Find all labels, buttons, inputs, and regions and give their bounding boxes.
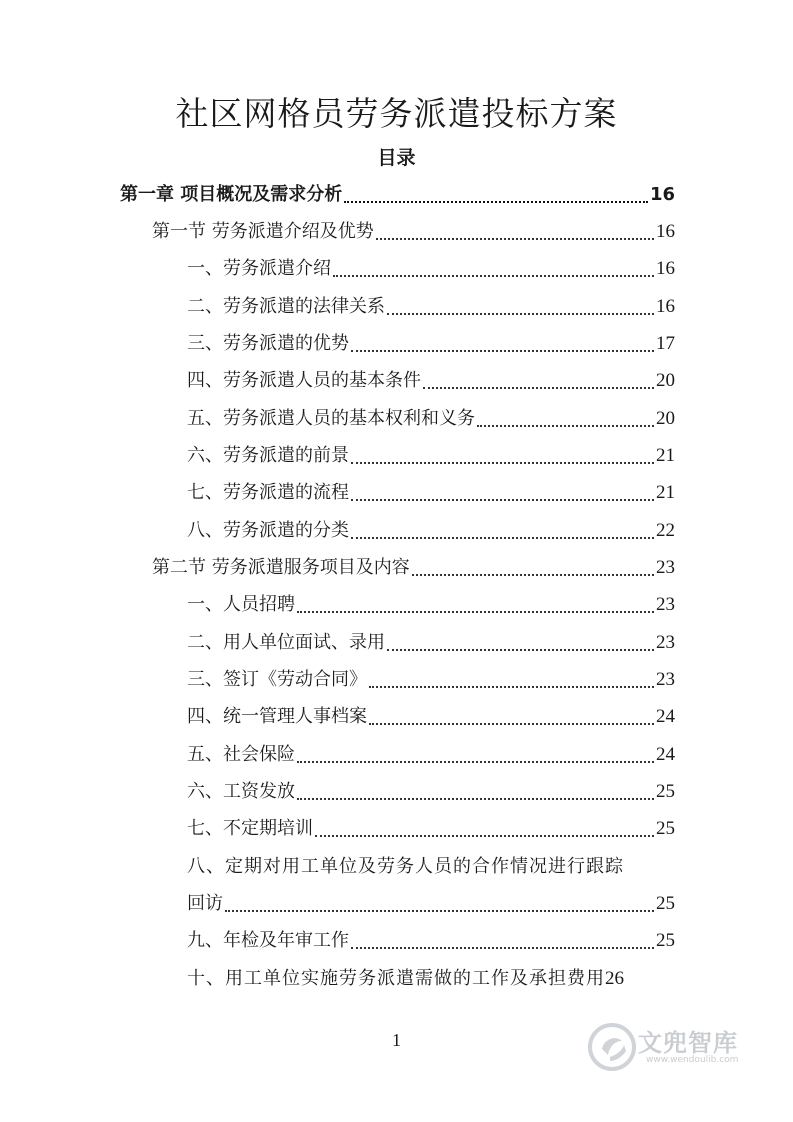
toc-entry-page: 23 bbox=[656, 594, 675, 615]
toc-entry-text: 八、劳务派遣的分类 bbox=[187, 520, 349, 541]
toc-leader-dots bbox=[351, 947, 654, 949]
toc-entry-continuation[interactable] bbox=[187, 885, 675, 922]
toc-entry[interactable] bbox=[187, 325, 675, 362]
toc-entry-page: 25 bbox=[656, 781, 675, 802]
toc-entry-page: 21 bbox=[656, 482, 675, 503]
toc-entry-text: 四、劳务派遣人员的基本条件 bbox=[187, 370, 421, 391]
toc-leader-dots bbox=[423, 387, 654, 389]
toc-entry-text: 五、社会保险 bbox=[187, 744, 295, 765]
toc-entry-page: 22 bbox=[656, 520, 675, 541]
toc-entry-page: 17 bbox=[656, 333, 675, 354]
toc-leader-dots bbox=[387, 313, 654, 315]
document-title: 社区网格员劳务派遣投标方案 bbox=[175, 94, 618, 133]
toc-entry-page: 23 bbox=[656, 557, 675, 578]
toc-entry[interactable] bbox=[187, 736, 675, 773]
watermark-logo-icon bbox=[586, 1021, 638, 1073]
toc-entry-page: 24 bbox=[656, 706, 675, 727]
toc-entry-page: 20 bbox=[656, 370, 675, 391]
toc-leader-dots bbox=[387, 649, 654, 651]
watermark-name: 文兜智库 bbox=[638, 1029, 738, 1057]
toc-leader-dots bbox=[376, 238, 654, 240]
toc-entry[interactable] bbox=[187, 810, 675, 847]
toc-entry[interactable] bbox=[187, 474, 675, 511]
toc-entry-text: 七、不定期培训 bbox=[187, 818, 313, 839]
toc-entry-page: 16 bbox=[649, 184, 675, 205]
toc-entry-page: 26 bbox=[605, 968, 624, 989]
toc-leader-dots bbox=[333, 275, 654, 277]
page-number: 1 bbox=[392, 1030, 401, 1050]
toc-entry-page: 25 bbox=[656, 893, 675, 914]
toc-entry[interactable] bbox=[187, 512, 675, 549]
toc-leader-dots bbox=[344, 201, 648, 203]
toc-leader-dots bbox=[297, 611, 654, 613]
toc-leader-dots bbox=[351, 537, 654, 539]
toc-leader-dots bbox=[225, 910, 654, 912]
toc-entry-text: 第一节 劳务派遣介绍及优势 bbox=[152, 221, 374, 242]
toc-entry[interactable] bbox=[187, 586, 675, 623]
toc-leader-dots bbox=[297, 798, 654, 800]
toc-entry-text: 四、统一管理人事档案 bbox=[187, 706, 367, 727]
toc-leader-dots bbox=[369, 723, 654, 725]
toc-entry-text: 二、劳务派遣的法律关系 bbox=[187, 296, 385, 317]
toc-entry[interactable] bbox=[187, 288, 675, 325]
toc-entry-text: 五、劳务派遣人员的基本权利和义务 bbox=[187, 408, 475, 429]
watermark bbox=[586, 1015, 756, 1077]
toc-entry[interactable] bbox=[187, 362, 675, 399]
toc-entry[interactable] bbox=[187, 661, 675, 698]
toc-entry-section-2[interactable] bbox=[152, 549, 675, 586]
toc-entry[interactable] bbox=[187, 400, 675, 437]
toc-leader-dots bbox=[297, 761, 654, 763]
toc-entry[interactable] bbox=[187, 624, 675, 661]
toc-leader-dots bbox=[351, 350, 654, 352]
toc-leader-dots bbox=[477, 425, 654, 427]
toc-entry-text: 七、劳务派遣的流程 bbox=[187, 482, 349, 503]
toc-entry-text: 回访 bbox=[187, 893, 223, 914]
toc-leader-dots bbox=[315, 835, 654, 837]
toc-entry[interactable] bbox=[187, 437, 675, 474]
toc-entry-page: 16 bbox=[656, 296, 675, 317]
toc-entry-page: 24 bbox=[656, 744, 675, 765]
toc-entry-page: 23 bbox=[656, 632, 675, 653]
toc-entry-text: 六、劳务派遣的前景 bbox=[187, 445, 349, 466]
toc-entry[interactable] bbox=[187, 773, 675, 810]
toc-entry-page: 16 bbox=[656, 258, 675, 279]
toc-leader-dots bbox=[351, 462, 654, 464]
toc-entry-page: 23 bbox=[656, 669, 675, 690]
toc-entry-text: 十、用工单位实施劳务派遣需做的工作及承担费用 bbox=[187, 968, 605, 989]
toc-entry-text: 八、定期对用工单位及劳务人员的合作情况进行跟踪 bbox=[187, 856, 624, 877]
toc-entry-section-1[interactable] bbox=[152, 213, 675, 250]
toc-entry[interactable] bbox=[187, 922, 675, 959]
toc-entry-text: 二、用人单位面试、录用 bbox=[187, 632, 385, 653]
toc-entry-text: 一、劳务派遣介绍 bbox=[187, 258, 331, 279]
toc-entry[interactable] bbox=[187, 960, 675, 997]
toc-entry[interactable] bbox=[187, 698, 675, 735]
toc-entry-text: 三、签订《劳动合同》 bbox=[187, 669, 367, 690]
toc-leader-dots bbox=[412, 574, 654, 576]
toc-entry-page: 25 bbox=[656, 930, 675, 951]
toc-entry-page: 16 bbox=[656, 221, 675, 242]
toc-entry-text: 第一章 项目概况及需求分析 bbox=[120, 184, 343, 205]
watermark-url: www.wendoulib.com bbox=[646, 1055, 739, 1065]
toc-leader-dots bbox=[369, 686, 654, 688]
toc-entry-chapter-1[interactable] bbox=[120, 176, 675, 213]
toc-entry-text: 一、人员招聘 bbox=[187, 594, 295, 615]
toc-entry-text: 三、劳务派遣的优势 bbox=[187, 333, 349, 354]
toc-entry-page: 25 bbox=[656, 818, 675, 839]
toc-leader-dots bbox=[351, 499, 654, 501]
toc-entry-wrapped[interactable] bbox=[187, 848, 675, 885]
toc-entry-text: 六、工资发放 bbox=[187, 781, 295, 802]
toc-entry-text: 九、年检及年审工作 bbox=[187, 930, 349, 951]
toc-entry-text: 第二节 劳务派遣服务项目及内容 bbox=[152, 557, 410, 578]
toc-heading: 目录 bbox=[377, 147, 416, 169]
toc-entry-page: 21 bbox=[656, 445, 675, 466]
toc-entry[interactable] bbox=[187, 250, 675, 287]
toc-entry-page: 20 bbox=[656, 408, 675, 429]
